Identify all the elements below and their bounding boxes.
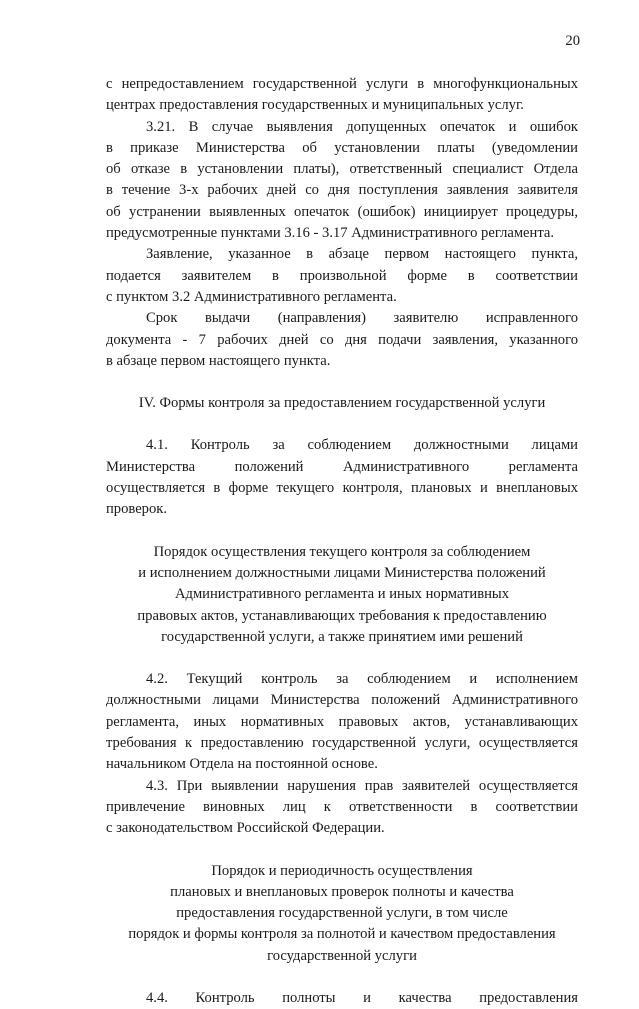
text-line: начальником Отдела на постоянной основе. xyxy=(106,756,378,773)
text-line: центрах предоставления государственных и муниципальных услуг. xyxy=(106,97,524,114)
heading-line: правовых актов, устанавливающих требования к предоставлению xyxy=(137,607,547,624)
text-line: в приказе Министерства об установлении платы (уведомлении xyxy=(106,139,578,156)
text-line: Заявление, указанное в абзаце первом настоящего пункта, xyxy=(146,246,578,263)
text-line: Срок выдачи (направления) заявителю исправленного xyxy=(146,310,578,327)
heading-line: Порядок и периодичность осуществления xyxy=(211,862,473,879)
text-line: об устранении выявленных опечаток (ошибок) инициирует процедуры, xyxy=(106,203,578,220)
text-line: осуществляется в форме текущего контроля, плановых и внеплановых xyxy=(106,480,578,497)
text-line: предусмотренные пунктами 3.16 - 3.17 Административного регламента. xyxy=(106,225,555,242)
paragraph-gap xyxy=(106,840,578,861)
heading-line: IV. Формы контроля за предоставлением государственной услуги xyxy=(138,395,546,412)
text-line: документа - 7 рабочих дней со дня подачи заявления, указанного xyxy=(106,331,578,348)
heading-line: государственной услуги xyxy=(267,947,417,964)
text-line: 4.3. При выявлении нарушения прав заявителей осуществляется xyxy=(146,777,578,794)
heading-line: порядок и формы контроля за полнотой и качеством предоставления xyxy=(128,926,556,943)
heading-line: Административного регламента и иных нормативных xyxy=(174,586,510,603)
paragraph-gap xyxy=(106,372,578,393)
text-line: об отказе в установлении платы), ответственный специалист Отдела xyxy=(106,161,578,178)
heading-line: плановых и внеплановых проверок полноты и качества xyxy=(170,883,514,900)
text-line: в абзаце первом настоящего пункта. xyxy=(106,352,331,369)
text-line: регламента, иных нормативных правовых актов, устанавливающих xyxy=(106,713,578,730)
paragraph-gap xyxy=(106,521,578,542)
paragraph-gap xyxy=(106,967,578,988)
text-line: с непредоставлением государственной услуги в многофункциональных xyxy=(106,76,578,92)
text-line: привлечение виновных лиц к ответственности в соответствии xyxy=(106,798,578,815)
text-line: подается заявителем в произвольной форме в соответствии xyxy=(106,267,578,284)
text-line: 4.2. Текущий контроль за соблюдением и исполнением xyxy=(146,671,578,688)
text-line: в течение 3-х рабочих дней со дня поступления заявления заявителя xyxy=(106,182,578,199)
heading-line: государственной услуги, а также принятием ими решений xyxy=(161,628,523,645)
document-body xyxy=(106,74,578,1009)
heading-line: предоставления государственной услуги, в том числе xyxy=(176,905,508,922)
heading-line: и исполнением должностными лицами Министерства положений xyxy=(138,564,546,581)
text-line: с законодательством Российской Федерации. xyxy=(106,820,385,837)
heading-line: Порядок осуществления текущего контроля за соблюдением xyxy=(153,543,531,560)
page-number: 20 xyxy=(565,33,580,49)
text-line: требования к предоставлению государственной услуги, осуществляется xyxy=(106,735,578,752)
paragraph-gap xyxy=(106,414,578,435)
text-line: 4.1. Контроль за соблюдением должностными лицами xyxy=(146,437,578,454)
text-line: Министерства положений Административного регламента xyxy=(106,458,578,475)
paragraph-gap xyxy=(106,648,578,669)
text-line: 3.21. В случае выявления допущенных опечаток и ошибок xyxy=(146,118,578,135)
text-line: проверок. xyxy=(106,501,168,518)
text-line: 4.4. Контроль полноты и качества предоставления xyxy=(146,989,578,1006)
text-line: должностными лицами Министерства положений Административного xyxy=(106,692,578,709)
text-line: с пунктом 3.2 Административного регламента. xyxy=(106,288,397,305)
